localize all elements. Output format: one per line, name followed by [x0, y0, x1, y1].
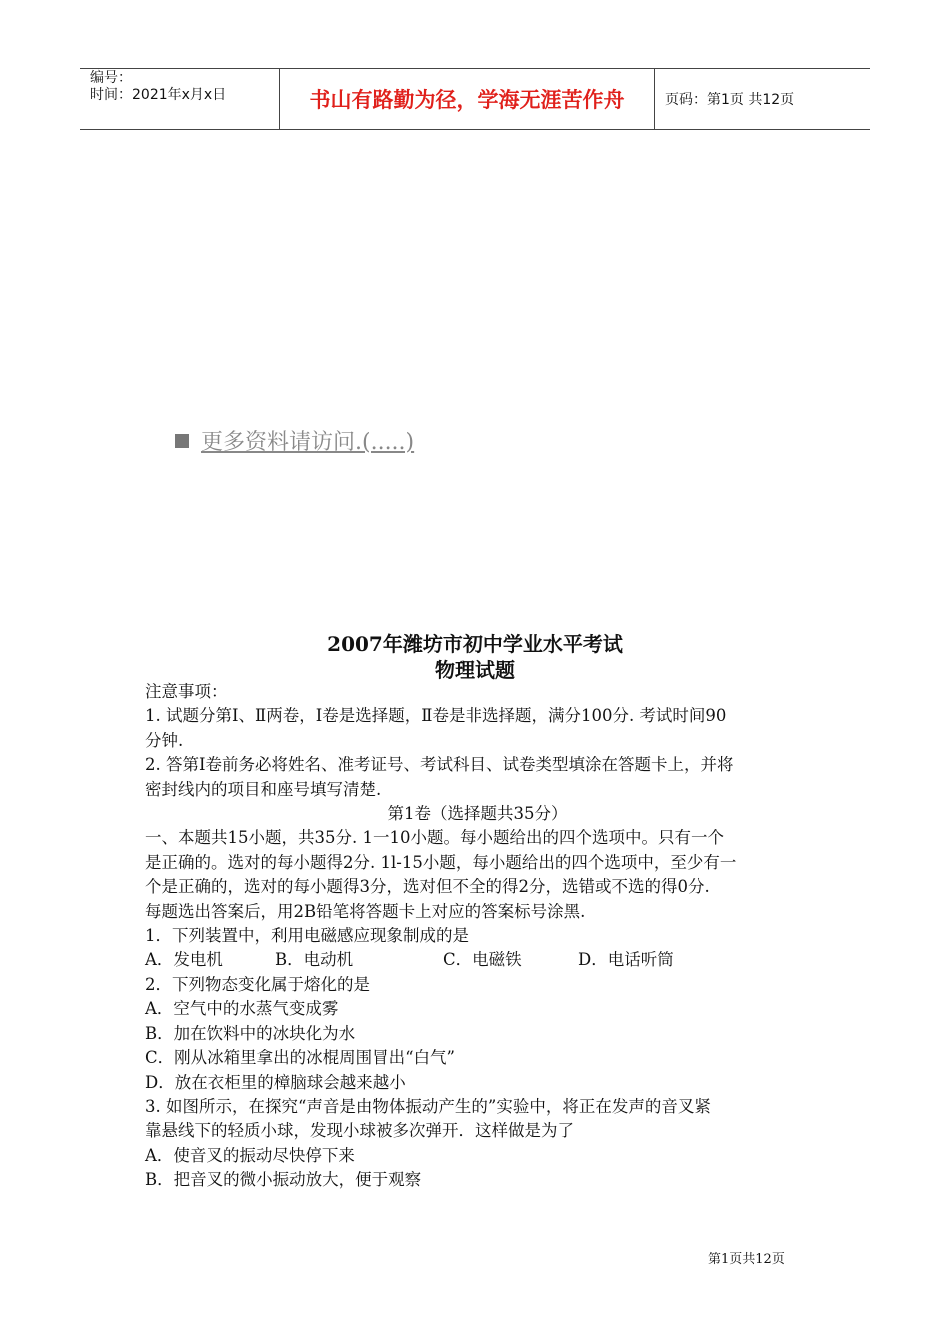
notice-2a: 2. 答第Ⅰ卷前务必将姓名、准考证号、考试科目、试卷类型填涂在答题卡上，并将 [145, 755, 734, 775]
q1-option-c: C．电磁铁 [443, 950, 522, 970]
q1-option-a: A．发电机 [145, 950, 223, 970]
notice-2b: 密封线内的项目和座号填写清楚. [145, 779, 382, 799]
more-resources-line [175, 425, 414, 456]
q2-option-c: C．刚从冰箱里拿出的冰棍周围冒出“白气” [145, 1048, 455, 1068]
q3-option-b: B．把音叉的微小振动放大，便于观察 [145, 1170, 422, 1190]
q2-option-b: B．加在饮料中的冰块化为水 [145, 1023, 356, 1043]
question-3a: 3. 如图所示，在探究“声音是由物体振动产生的”实验中，将正在发声的音叉紧 [145, 1096, 711, 1116]
intro-a: 一、本题共15小题，共35分. 1一10小题。每小题给出的四个选项中。只有一个 [145, 828, 724, 848]
question-3b: 靠悬线下的轻质小球，发现小球被多次弹开．这样做是为了 [145, 1121, 574, 1141]
intro-d: 每题选出答案后，用2B铅笔将答题卡上对应的答案标号涂黑. [145, 901, 586, 921]
header-motto: 书山有路勤为径，学海无涯苦作舟 [280, 69, 655, 129]
page-footer: 第1页共12页 [708, 1252, 785, 1267]
question-1: 1．下列装置中，利用电磁感应现象制成的是 [145, 926, 469, 946]
q1-option-d: D．电话听筒 [578, 950, 674, 970]
more-resources-link[interactable]: 更多资料请访问.(.....) [201, 430, 415, 455]
exam-body [145, 680, 810, 1193]
q1-option-b: B．电动机 [275, 950, 354, 970]
time-label: 时间：2021年x月x日 [90, 87, 227, 103]
question-1-options [145, 948, 810, 972]
question-2: 2．下列物态变化属于熔化的是 [145, 974, 370, 994]
page-header [80, 68, 870, 130]
notice-heading: 注意事项： [145, 682, 228, 701]
number-label: 编号： [90, 70, 132, 86]
section-heading: 第1卷（选择题共35分） [387, 804, 568, 824]
notice-1b: 分钟. [145, 730, 184, 750]
q2-option-a: A．空气中的水蒸气变成雾 [145, 999, 339, 1019]
header-meta [80, 69, 280, 129]
q2-option-d: D．放在衣柜里的樟脑球会越来越小 [145, 1072, 406, 1092]
notice-1a: 1. 试题分第Ⅰ、Ⅱ两卷，Ⅰ卷是选择题，Ⅱ卷是非选择题，满分100分. 考试时间90 [145, 706, 727, 726]
exam-title: 2007年潍坊市初中学业水平考试 [327, 632, 623, 656]
header-page-info: 页码：第1页 共12页 [665, 92, 795, 108]
q3-option-a: A．使音叉的振动尽快停下来 [145, 1145, 355, 1165]
intro-c: 个是正确的，选对的每小题得3分，选对但不全的得2分，选错或不选的得0分. [145, 877, 710, 897]
intro-b: 是正确的。选对的每小题得2分. 1l-15小题，每小题给出的四个选项中，至少有一 [145, 852, 737, 872]
exam-subtitle: 物理试题 [435, 658, 515, 682]
square-bullet-icon [175, 434, 189, 448]
